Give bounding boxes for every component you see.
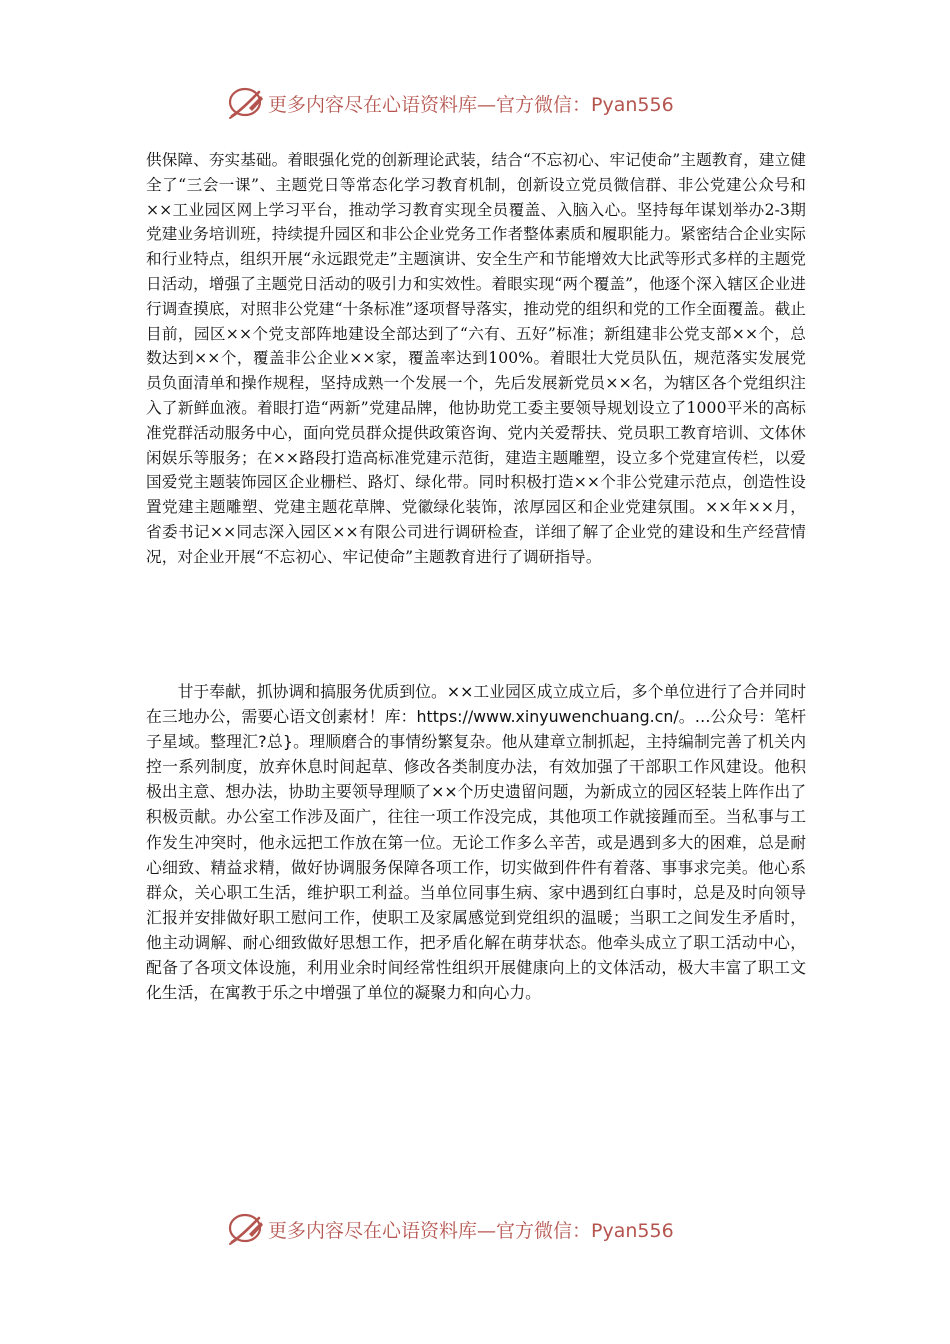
body-paragraph-1: 供保障、夯实基础。着眼强化党的创新理论武装，结合“不忘初心、牢记使命”主题教育，建立健全了“三会一课”、主题党日等常态化学习教育机制，创新设立党员微信群、非公党建公众号和××工业园区网上学习平台，推动学习教育实现全员覆盖、入脑入心。坚持每年谋划举办2-3期党建业务培训班，持续提升园区和非公企业党务工作者整体素质和履职能力。紧密结合企业实际和行业特点，组织开展“永远跟党走”主题演讲、安全生产和节能增效大比武等形式多样的主题党日活动，增强了主题党日活动的吸引力和实效性。着眼实现“两个覆盖”，他逐个深入辖区企业进行调查摸底，对照非公党建“十条标准”逐项督导落实，推动党的组织和党的工作全面覆盖。截止目前，园区××个党支部阵地建设全部达到了“六有、五好”标准；新组建非公党支部××个，总数达到××个，覆盖非公企业××家，覆盖率达到100%。着眼壮大党员队伍，规范落实发展党员负面清单和操作规程，坚持成熟一个发展一个，先后发展新党员××名，为辖区各个党组织注入了新鲜血液。着眼打造“两新”党建品牌，他协助党工委主要领导规划设立了1000平米的高标准党群活动服务中心，面向党员群众提供政策咨询、党内关爱帮扶、党员职工教育培训、文体休闲娱乐等服务；在××路段打造高标准党建示范街，建造主题雕塑，设立多个党建宣传栏，以爱国爱党主题装饰园区企业栅栏、路灯、绿化带。同时积极打造××个非公党建示范点，创造性设置党建主题雕塑、党建主题花草牌、党徽绿化装饰，浓厚园区和企业党建氛围。××年××月，省委书记××同志深入园区××有限公司进行调研检查，详细了解了企业党的建设和生产经营情况，对企业开展“不忘初心、牢记使命”主题教育进行了调研指导。: [146, 151, 806, 566]
header-banner: [226, 86, 674, 120]
banner-wechat: 官方微信：Pyan556: [496, 93, 674, 116]
banner-title: 更多内容尽在心语资料库—: [268, 93, 497, 116]
banner-wechat: 官方微信：Pyan556: [496, 1219, 674, 1242]
body-paragraph-2: 甘于奉献，抓协调和搞服务优质到位。××工业园区成立成立后，多个单位进行了合并同时在三地办公，需要心语文创素材！库：https://www.xinyuwenchuang.cn/。…公众号：笔杆子星域。整理汇?总}。理顺磨合的事情纷繁复杂。他从建章立制抓起，主持编制完善了机关内控一系列制度，放弃休息时间起草、修改各类制度办法，有效加强了干部职工作风建设。他积极出主意、想办法，协助主要领导理顺了××个历史遗留问题，为新成立的园区轻装上阵作出了积极贡献。办公室工作涉及面广，往往一项工作没完成，其他项工作就接踵而至。当私事与工作发生冲突时，他永远把工作放在第一位。无论工作多么辛苦，或是遇到多大的困难，总是耐心细致、精益求精，做好协调服务保障各项工作，切实做到件件有着落、事事求完美。他心系群众，关心职工生活，维护职工利益。当单位同事生病、家中遇到红白事时，总是及时向领导汇报并安排做好职工慰问工作，使职工及家属感觉到党组织的温暖；当职工之间发生矛盾时，他主动调解、耐心细致做好思想工作，把矛盾化解在萌芽状态。他牵头成立了职工活动中心，配备了各项文体设施，利用业余时间经常性组织开展健康向上的文体活动，极大丰富了职工文化生活，在寓教于乐之中增强了单位的凝聚力和向心力。: [146, 682, 806, 1003]
pen-logo-icon: [226, 1212, 266, 1246]
pen-logo-icon: [226, 86, 266, 120]
footer-banner: [226, 1212, 674, 1246]
banner-title: 更多内容尽在心语资料库—: [268, 1219, 497, 1242]
